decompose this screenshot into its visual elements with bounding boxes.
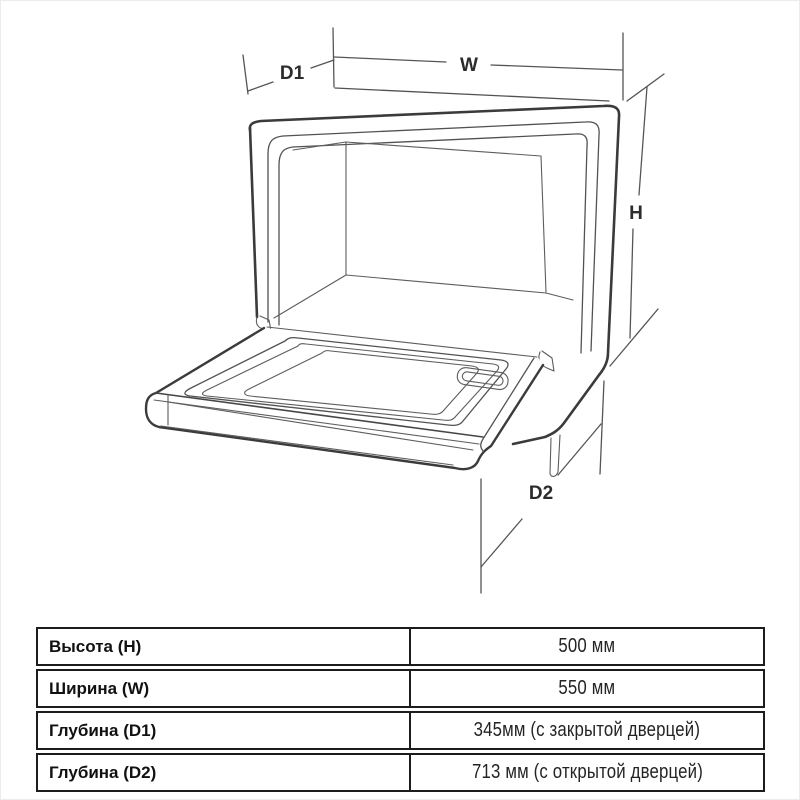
cabinet-foot	[550, 435, 560, 476]
dishwasher-dimension-diagram	[1, 1, 800, 616]
w-line-b	[491, 65, 622, 70]
h-line-b	[630, 229, 633, 338]
d2-line-a	[558, 424, 601, 475]
door-silhouette	[146, 328, 543, 469]
d1-line-b	[311, 60, 334, 68]
w-line-a	[334, 57, 446, 62]
spec-value-text: 550 мм	[558, 677, 616, 699]
h-line-a	[639, 87, 647, 195]
d2-extension-right	[600, 381, 604, 474]
table-row	[36, 711, 765, 750]
cabinet-front-frame-outer	[268, 122, 599, 351]
open-door	[146, 327, 543, 469]
spec-value-height	[411, 627, 765, 666]
dimension-label-d1: D1	[279, 63, 305, 84]
dimensions-table	[36, 624, 765, 795]
cabinet-top-back-edge	[335, 88, 609, 101]
d1-line-a	[248, 82, 273, 91]
spec-label-depth-open: Глубина (D2)	[36, 753, 411, 792]
table-row	[36, 669, 765, 708]
spec-label-depth-closed: Глубина (D1)	[36, 711, 411, 750]
spec-value-depth-open	[411, 753, 765, 792]
dimension-label-w: W	[460, 55, 478, 76]
table-row	[36, 753, 765, 792]
cabinet-interior	[274, 142, 573, 318]
d2-line-b	[481, 519, 522, 567]
table-row	[36, 627, 765, 666]
dimension-label-d2: D2	[528, 483, 554, 504]
h-extension-top	[627, 74, 664, 101]
dimension-label-h: H	[629, 203, 643, 224]
d1-extension-left	[243, 55, 248, 94]
spec-label-width: Ширина (W)	[36, 669, 411, 708]
h-extension-bottom	[610, 309, 658, 366]
spec-value-text: 345мм (с закрытой дверцей)	[473, 719, 701, 741]
spec-value-width	[411, 669, 765, 708]
spec-value-text: 713 мм (с открытой дверцей)	[471, 761, 703, 783]
spec-label-height: Высота (H)	[36, 627, 411, 666]
spec-value-text: 500 мм	[558, 635, 616, 657]
spec-value-depth-closed	[411, 711, 765, 750]
cabinet-left-edge	[250, 128, 257, 317]
